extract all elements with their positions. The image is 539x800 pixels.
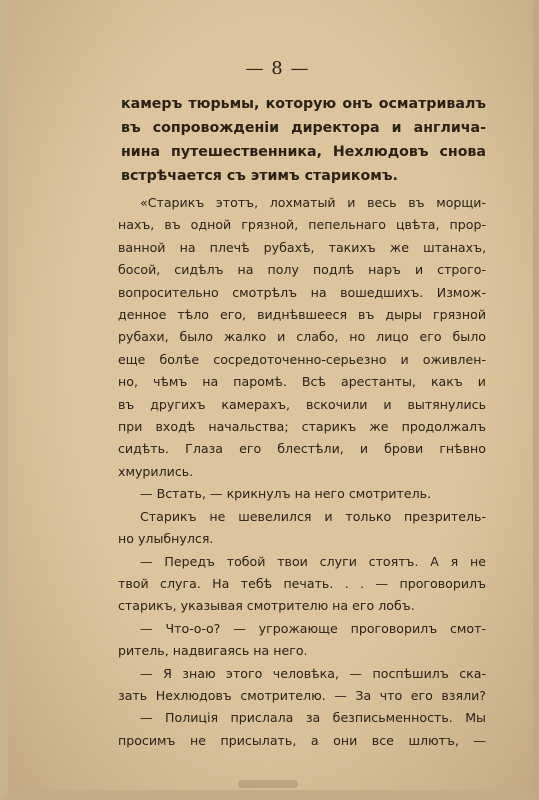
intro-line: камеръ тюрьмы, которую онъ осматривалъ — [121, 96, 486, 112]
intro-line: нина путешественника, Нехлюдовъ снова — [121, 144, 486, 160]
text-line: при входѣ начальства; старикъ же продолжалъ — [118, 419, 486, 435]
text-line: просимъ не присылать, а они все шлютъ, — — [118, 732, 486, 748]
text-line: босой, сидѣлъ на полу подлѣ наръ и строго- — [118, 262, 486, 278]
text-line: рубахи, было жалко и слабо, но лицо его было — [118, 329, 486, 345]
page-number: — 8 — — [245, 58, 310, 79]
paper-stain — [238, 780, 298, 788]
text-line: нахъ, въ одной грязной, пепельнаго цвѣта, прор- — [118, 217, 486, 233]
text-line: Старикъ не шевелился и только презритель- — [140, 508, 486, 524]
text-line: ванной на плечѣ рубахѣ, такихъ же штанахъ, — [118, 239, 486, 255]
text-line: въ другихъ камерахъ, вскочили и вытянулись — [118, 396, 486, 412]
text-line: «Старикъ этотъ, лохматый и весь въ морщи- — [140, 195, 486, 210]
text-line: — Полиція прислала за безписьменность. Мы — [140, 710, 486, 726]
intro-line: въ сопровожденіи директора и англича- — [121, 120, 486, 136]
text-line: — Что-о-о? — угрожающе проговорилъ смот- — [140, 620, 486, 636]
text-line: — Встать, — крикнулъ на него смотритель. — [140, 486, 432, 502]
intro-paragraph — [121, 92, 486, 188]
text-line: хмурились. — [118, 463, 194, 479]
text-line: ритель, надвигаясь на него. — [118, 643, 308, 659]
text-line: — Я знаю этого человѣка, — поспѣшилъ ска- — [140, 665, 486, 681]
text-line: вопросительно смотрѣлъ на вошедшихъ. Измож- — [118, 284, 486, 300]
text-line: еще болѣе сосредоточенно-серьезно и оживлен- — [118, 351, 486, 367]
quoted-text — [118, 192, 486, 752]
text-line: старикъ, указывая смотрителю на его лобъ. — [118, 598, 415, 614]
text-line: но, чѣмъ на паромѣ. Всѣ арестанты, какъ и — [118, 374, 486, 390]
text-line: но улыбнулся. — [118, 531, 214, 547]
intro-line: встрѣчается съ этимъ старикомъ. — [121, 168, 398, 184]
text-line: зать Нехлюдовъ смотрителю. — За что его взяли? — [118, 687, 486, 703]
text-line: — Передъ тобой твои слуги стоятъ. А я не — [140, 553, 486, 569]
text-line: твой слуга. На тебѣ печать. . . — проговорилъ — [118, 575, 486, 591]
text-line: сидѣть. Глаза его блестѣли, и брови гнѣвно — [118, 441, 486, 457]
text-line: денное тѣло его, виднѣвшееся въ дыры грязной — [118, 307, 486, 323]
